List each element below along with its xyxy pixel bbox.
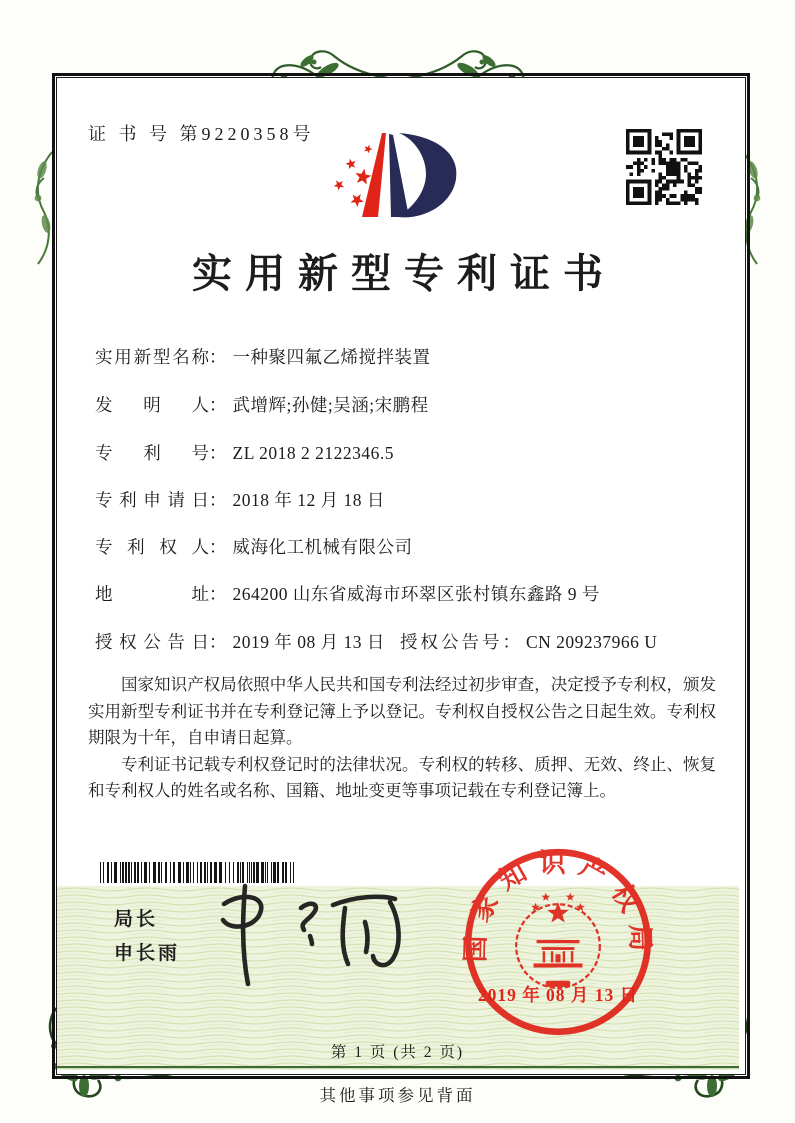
field-row-patent-number: 专利号： ZL 2018 2 2122346.5 [95, 440, 735, 465]
legal-text [88, 672, 716, 805]
field-value: CN 209237966 U [526, 632, 658, 652]
field-label: 实用新型名称 [95, 347, 209, 367]
field-gazette-number: 授权公告号： CN 209237966 U [400, 632, 658, 652]
field-label: 专利权人 [95, 537, 209, 557]
agency-seal [456, 840, 660, 1044]
field-label: 地址 [95, 584, 209, 604]
qr-code [626, 129, 702, 205]
field-row-filing-date: 专利申请日： 2018 年 12 月 18 日 [95, 487, 735, 512]
field-value: 2018 年 12 月 18 日 [232, 490, 385, 510]
seal-date: 2019 年 08 月 13 日 [477, 985, 639, 1005]
cnipa-logo-icon [320, 126, 475, 228]
legal-paragraph: 国家知识产权局依照中华人民共和国专利法经过初步审查，决定授予专利权，颁发实用新型专利证书并在专利登记簿上予以登记。专利权自授权公告之日起生效。专利权期限为十年，自申请日起算。 [88, 675, 716, 747]
field-row-grant-date: 授权公告日： 2019 年 08 月 13 日 授权公告号： CN 209237966 U [95, 629, 735, 654]
field-value: 一种聚四氟乙烯搅拌装置 [232, 347, 431, 367]
field-label: 专利申请日 [95, 490, 209, 510]
field-row-inventors: 发明人： 武增辉;孙健;吴涵;宋鹏程 [95, 392, 735, 417]
certificate-number: 证 书 号 第9220358号 [88, 124, 315, 144]
field-label: 授权公告日 [95, 632, 209, 652]
legal-paragraph: 专利证书记载专利权登记时的法律状况。专利权的转移、质押、无效、终止、恢复和专利权人的姓名或名称、国籍、地址变更等事项记载在专利登记簿上。 [88, 754, 716, 800]
field-row-patentee: 专利权人： 威海化工机械有限公司 [95, 534, 735, 559]
seal-agency-text: 国家知识产权局 [460, 847, 656, 963]
field-label: 授权公告号 [400, 632, 503, 652]
field-value: 威海化工机械有限公司 [232, 537, 413, 557]
field-label: 发明人 [95, 395, 209, 415]
field-label: 专利号 [95, 443, 209, 463]
field-value: ZL 2018 2 2122346.5 [232, 443, 394, 463]
field-value: 2019 年 08 月 13 日 [232, 632, 385, 652]
back-side-note: 其他事项参见背面 [319, 1086, 476, 1105]
field-value: 264200 山东省威海市环翠区张村镇东鑫路 9 号 [232, 584, 600, 604]
signatory-title: 局长 [114, 909, 159, 930]
certificate-title: 实用新型专利证书 [192, 251, 616, 296]
signatory-name: 申长雨 [114, 943, 181, 964]
field-row-name: 实用新型名称： 一种聚四氟乙烯搅拌装置 [95, 344, 735, 369]
field-row-address: 地址： 264200 山东省威海市环翠区张村镇东鑫路 9 号 [95, 581, 735, 606]
field-value: 武增辉;孙健;吴涵;宋鹏程 [232, 395, 429, 415]
signatory-block [114, 903, 180, 971]
handwritten-signature [198, 872, 413, 990]
page-number: 第 1 页 (共 2 页) [330, 1044, 465, 1061]
